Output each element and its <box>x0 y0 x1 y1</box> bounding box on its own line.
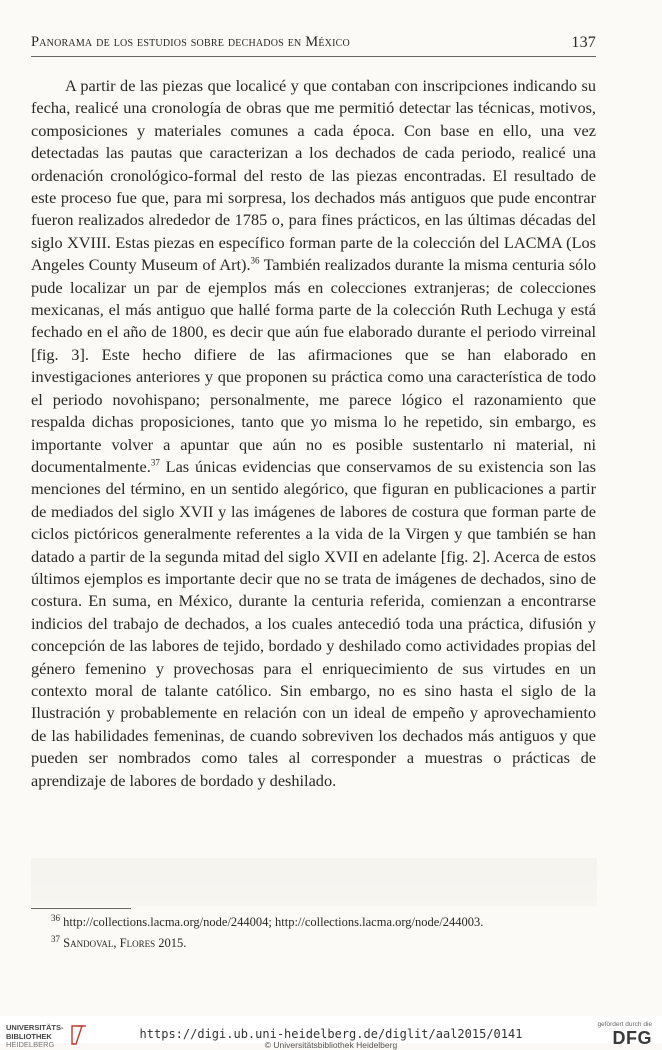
bleed-through-shadow <box>31 858 597 906</box>
permalink-url[interactable]: https://digi.ub.uni-heidelberg.de/diglit/aal2015/0141 <box>139 1027 523 1041</box>
paragraph-text: Las únicas evidencias que conservamos de su existencia son las menciones del término, en un sentido alegórico, que figuran en publicaciones a partir de mediados del siglo XVII y las imágenes de labores de costura que forman parte de ciclos pictóricos generalmente referentes a la vida de la Virgen y que también se han datado a partir de la segunda mitad del siglo XVII en adelante [fig. 2]. Acerca de estos últimos ejemplos es importante decir que no se trata de imágenes de dechados, sino de costura. En suma, en México, durante la centuria referida, comienzan a encontrarse indicios del trabajo de dechados, a los cuales antecedió toda una práctica, difusión y concepción de las labores de tejido, bordado y deshilado como actividades propias del género femenino y provechosas para el enriquecimiento de sus virtudes en un contexto moral de talante católico. Sin embargo, no es sino hasta el siglo de la Ilustración y probablemente en relación con un ideal de empeño y aprovechamiento de las habilidades femeninas, de cuando sobreviven los dechados más antiguos y que pueden ser nombrados como tales al corresponder a muestras o prácticas de aprendizaje de labores de bordado y deshilado. <box>31 456 596 790</box>
footnote-number: 36 <box>51 912 60 923</box>
paragraph <box>31 75 596 792</box>
page-header <box>31 34 596 57</box>
footnote-text: 2015. <box>155 936 187 950</box>
copyright-notice: © Universitätsbibliothek Heidelberg <box>264 1040 398 1050</box>
running-title: Panorama de los estudios sobre dechados en México <box>31 34 350 50</box>
dfg-logo[interactable]: DFG <box>612 1028 652 1048</box>
footnote-number: 37 <box>51 933 60 944</box>
footnote-rule <box>31 908 131 909</box>
footnote-text[interactable]: http://collections.lacma.org/node/244004; http://collections.lacma.org/node/244003. <box>63 915 484 929</box>
paragraph-text: A partir de las piezas que localicé y que contaban con inscripciones indicando su fecha, realicé una cronología de obras que me permitió detectar las técnicas, motivos, composiciones y materiales comunes a cada época. Con base en ello, una vez detectadas las pautas que caracterizan a los dechados de cada periodo, realicé una ordenación cronológico-formal del resto de las piezas encontradas. El resultado de este proceso fue que, para mi sorpresa, los dechados más antiguos que pude encontrar fueron realizados alrededor de 1785 o, para fines prácticos, en las últimas décadas del siglo XVIII. Estas piezas en específico forman parte de la colección del LACMA (Los Angeles County Museum of Art). <box>31 76 596 275</box>
funder-label: gefördert durch die <box>597 1021 652 1028</box>
library-name-line: UNIVERSITÄTS- <box>6 1023 64 1032</box>
footnote-ref[interactable]: 36 <box>250 255 260 266</box>
page-number: 137 <box>571 34 596 51</box>
library-name-line: BIBLIOTHEK <box>6 1031 52 1041</box>
body-text <box>31 75 596 792</box>
footnote-37 <box>31 935 597 951</box>
footnote-author: Sandoval, Flores <box>63 936 156 950</box>
library-name-line: HEIDELBERG <box>6 1040 55 1049</box>
footnote-ref[interactable]: 37 <box>150 457 160 468</box>
footnote-36 <box>31 914 597 930</box>
paragraph-text: También realizados durante la misma centuria sólo pude localizar un par de ejemplos más en colecciones extranjeras; de colecciones mexicanas, el más antiguo que hallé forma parte de la colección Ruth Lechuga y está fechado en el año de 1800, es decir que aún fue elaborado durante el periodo virreinal [fig. 3]. Este hecho difiere de las afirmaciones que se han elaborado en investigaciones anteriores y que proponen su práctica como una característica de todo el periodo novohispano; personalmente, me parece lógico el razonamiento que respalda dichas proposiciones, tanto que yo misma lo he repetido, sin embargo, es importante volver a apuntar que aún no es posible sustentarlo ni material, ni documentalmente. <box>31 255 596 476</box>
